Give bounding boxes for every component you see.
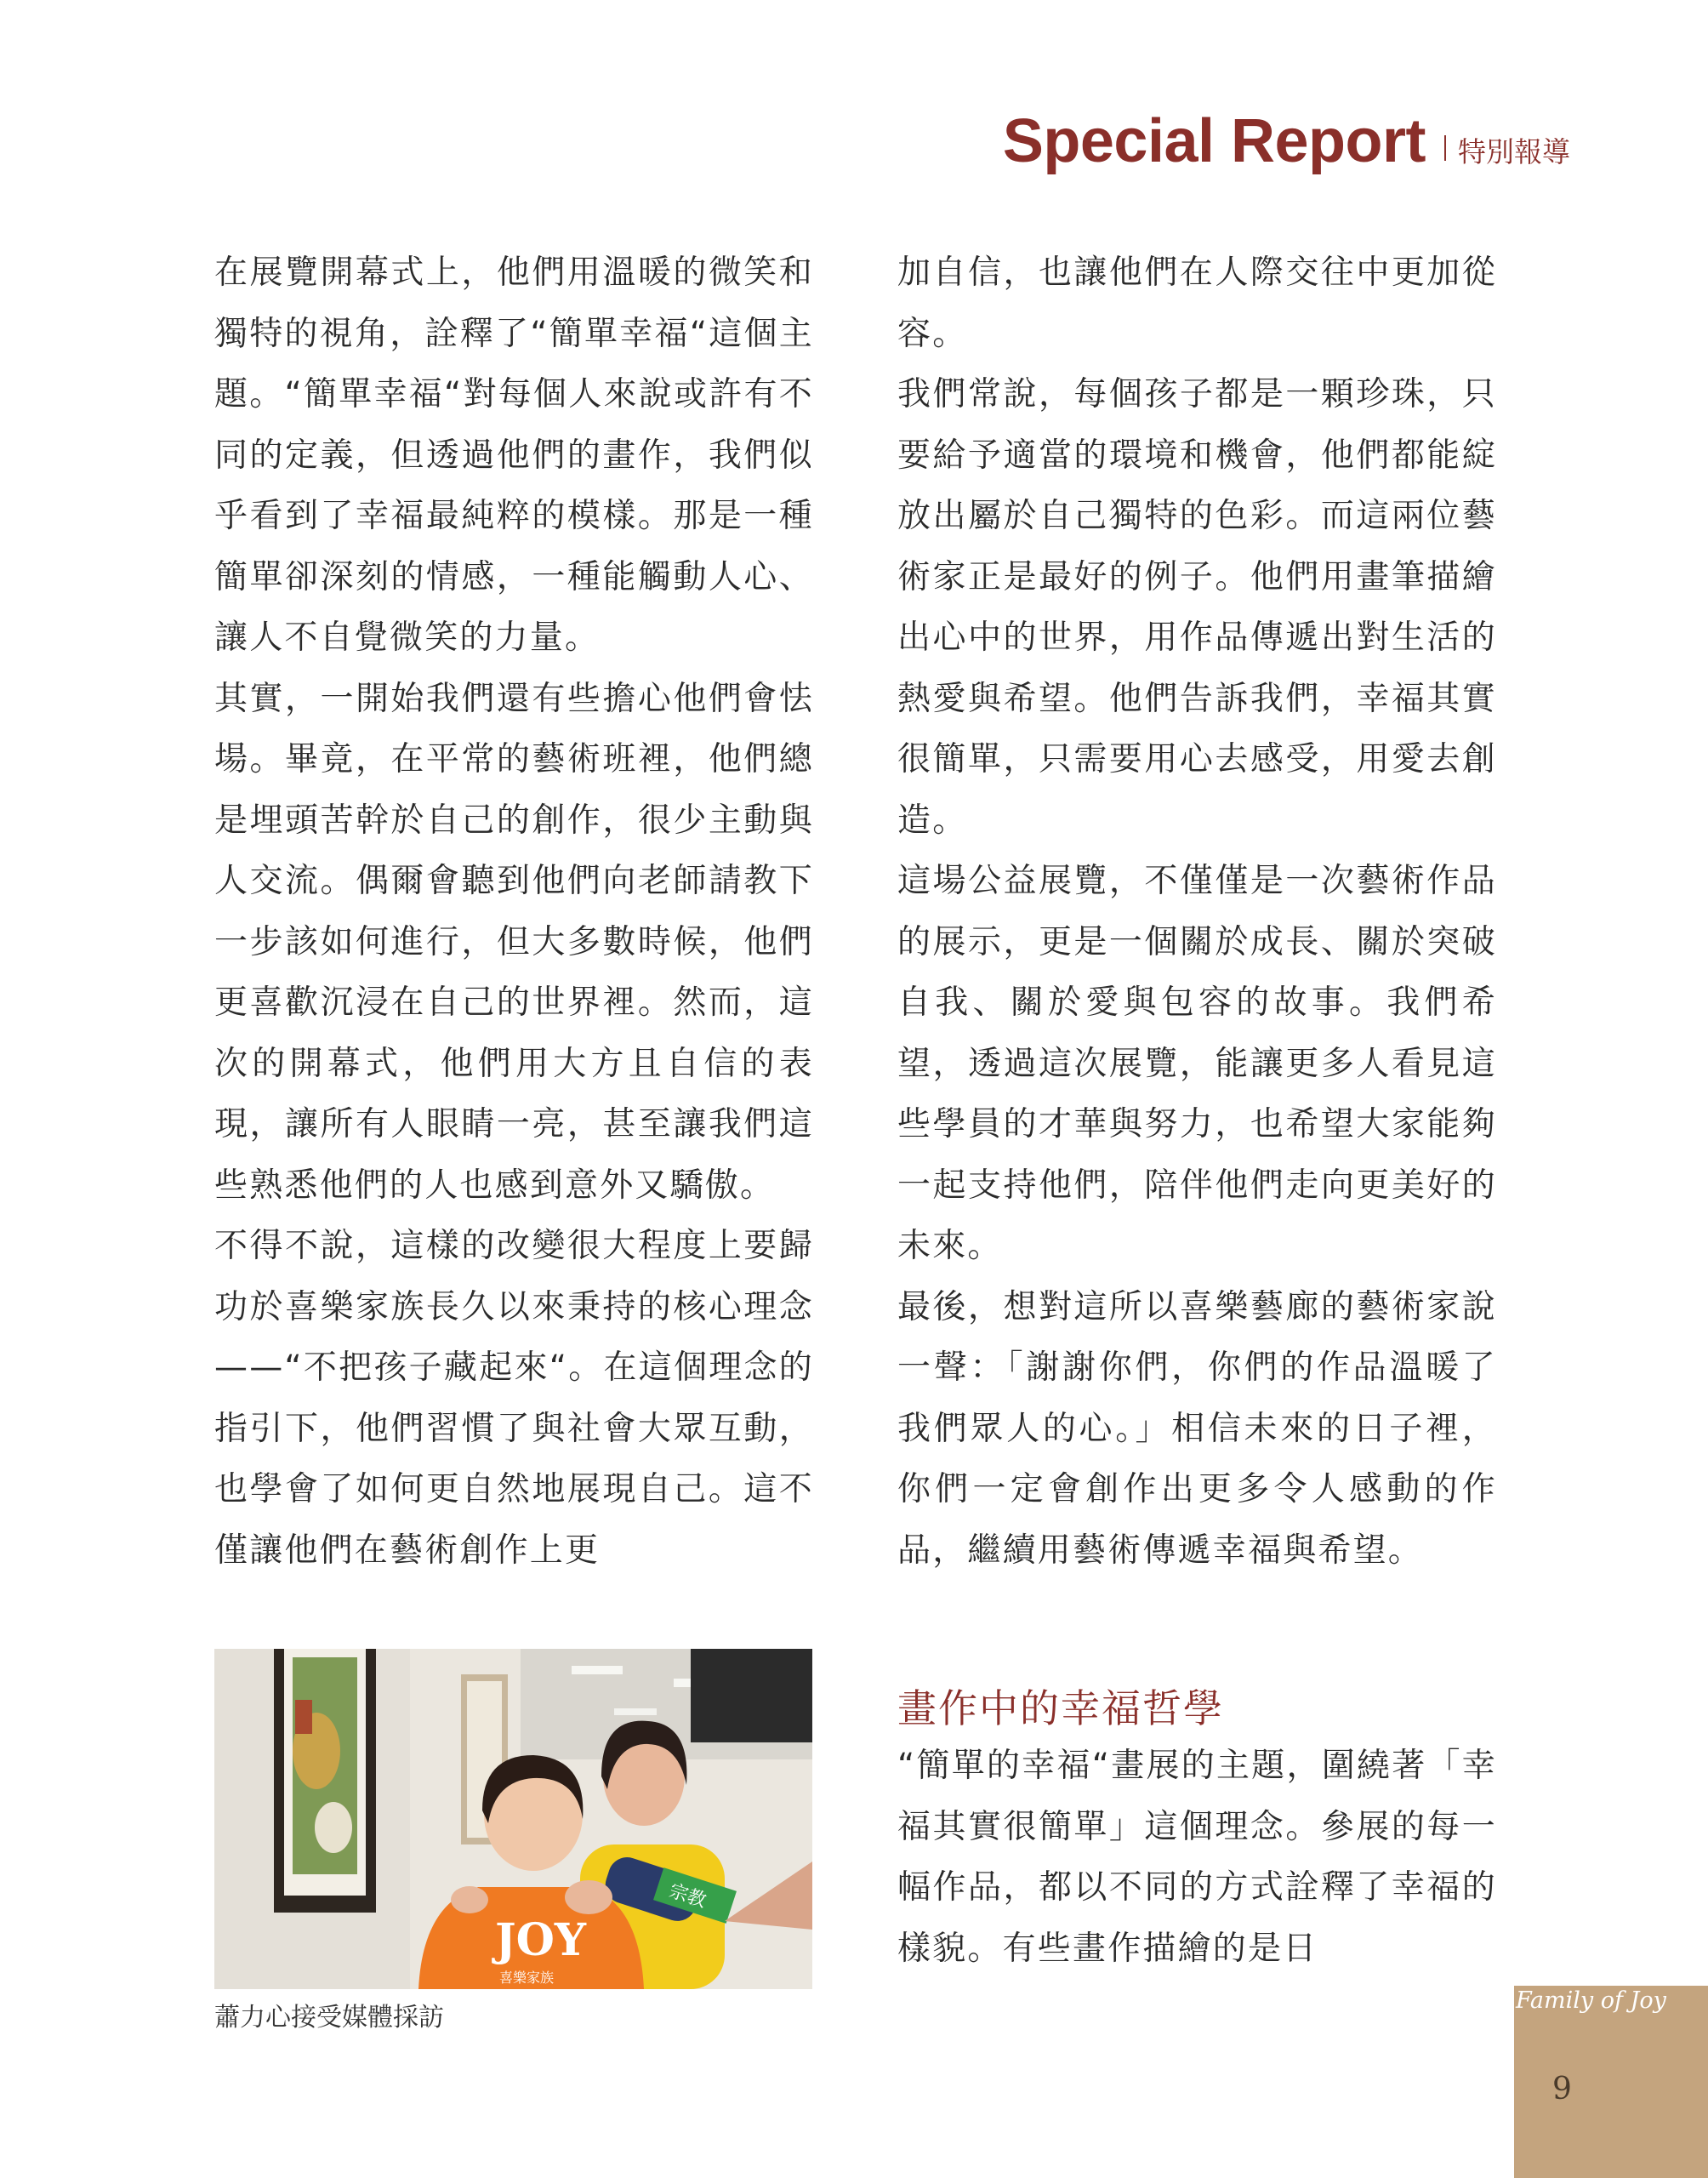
section-body — [897, 1736, 1497, 1979]
right-column — [897, 242, 1497, 1581]
paragraph: 在展覽開幕式上，他們用溫暖的微笑和獨特的視角，詮釋了“簡單幸福“這個主題。“簡單幸福“對每個人來說或許有不同的定義，但透過他們的畫作，我們似乎看到了幸福最純粹的模樣。那是一種簡單卻深刻的情感，一種能觸動人心、讓人不自覺微笑的力量。 — [214, 254, 814, 657]
mic-label: 宗教 — [666, 1880, 709, 1913]
paragraph: 加自信，也讓他們在人際交往中更加從容。 — [897, 254, 1497, 353]
left-column — [214, 242, 814, 1581]
paragraph: 我們常說，每個孩子都是一顆珍珠，只要給予適當的環境和機會，他們都能綻放出屬於自己獨特的色彩。而這兩位藝術家正是最好的例子。他們用畫筆描繪出心中的世界，用作品傳遞出對生活的熱愛與希望。他們告訴我們，幸福其實很簡單，只需要用心去感受，用愛去創造。 — [897, 375, 1497, 840]
paragraph: 這場公益展覽，不僅僅是一次藝術作品的展示，更是一個關於成長、關於突破自我、關於愛與包容的故事。我們希望，透過這次展覽，能讓更多人看見這些學員的才華與努力，也希望大家能夠一起支持他們，陪伴他們走向更美好的未來。 — [897, 862, 1497, 1265]
paragraph: 最後，想對這所以喜樂藝廊的藝術家說一聲：「謝謝你們，你們的作品溫暖了我們眾人的心。」相信未來的日子裡，你們一定會創作出更多令人感動的作品，繼續用藝術傳遞幸福與希望。 — [897, 1287, 1497, 1570]
paragraph: 其實，一開始我們還有些擔心他們會怯場。畢竟，在平常的藝術班裡，他們總是埋頭苦幹於自己的創作，很少主動與人交流。偶爾會聽到他們向老師請教下一步該如何進行，但大多數時候，他們更喜歡沉浸在自己的世界裡。然而，這次的開幕式，他們用大方且自信的表現，讓所有人眼睛一亮，甚至讓我們這些熟悉他們的人也感到意外又驕傲。 — [214, 679, 814, 1205]
header-divider — [1444, 135, 1446, 161]
footer-brand: Family of Joy — [1516, 1987, 1666, 2014]
page-number: 9 — [1552, 2072, 1572, 2107]
page-header — [1003, 106, 1570, 176]
shirt-subtext: 喜樂家族 — [499, 1970, 555, 1986]
section-heading: 畫作中的幸福哲學 — [897, 1685, 1224, 1731]
shirt-logo: JOY — [495, 1914, 587, 1966]
section-subtitle: 特別報導 — [1458, 135, 1570, 168]
paragraph: “簡單的幸福“畫展的主題，圍繞著「幸福其實很簡單」這個理念。參展的每一幅作品，都以不同的方式詮釋了幸福的樣貌。有些畫作描繪的是日 — [897, 1747, 1497, 1968]
article-photo — [214, 1649, 812, 1989]
footer-block — [1514, 1986, 1708, 2178]
photo-illustration — [214, 1649, 812, 1989]
paragraph: 不得不說，這樣的改變很大程度上要歸功於喜樂家族長久以來秉持的核心理念——“不把孩子藏起來“。在這個理念的指引下，他們習慣了與社會大眾互動，也學會了如何更自然地展現自己。這不僅讓他們在藝術創作上更 — [214, 1227, 814, 1570]
section-title: Special Report — [1002, 107, 1426, 175]
photo-caption: 蕭力心接受媒體採訪 — [214, 2003, 444, 2033]
